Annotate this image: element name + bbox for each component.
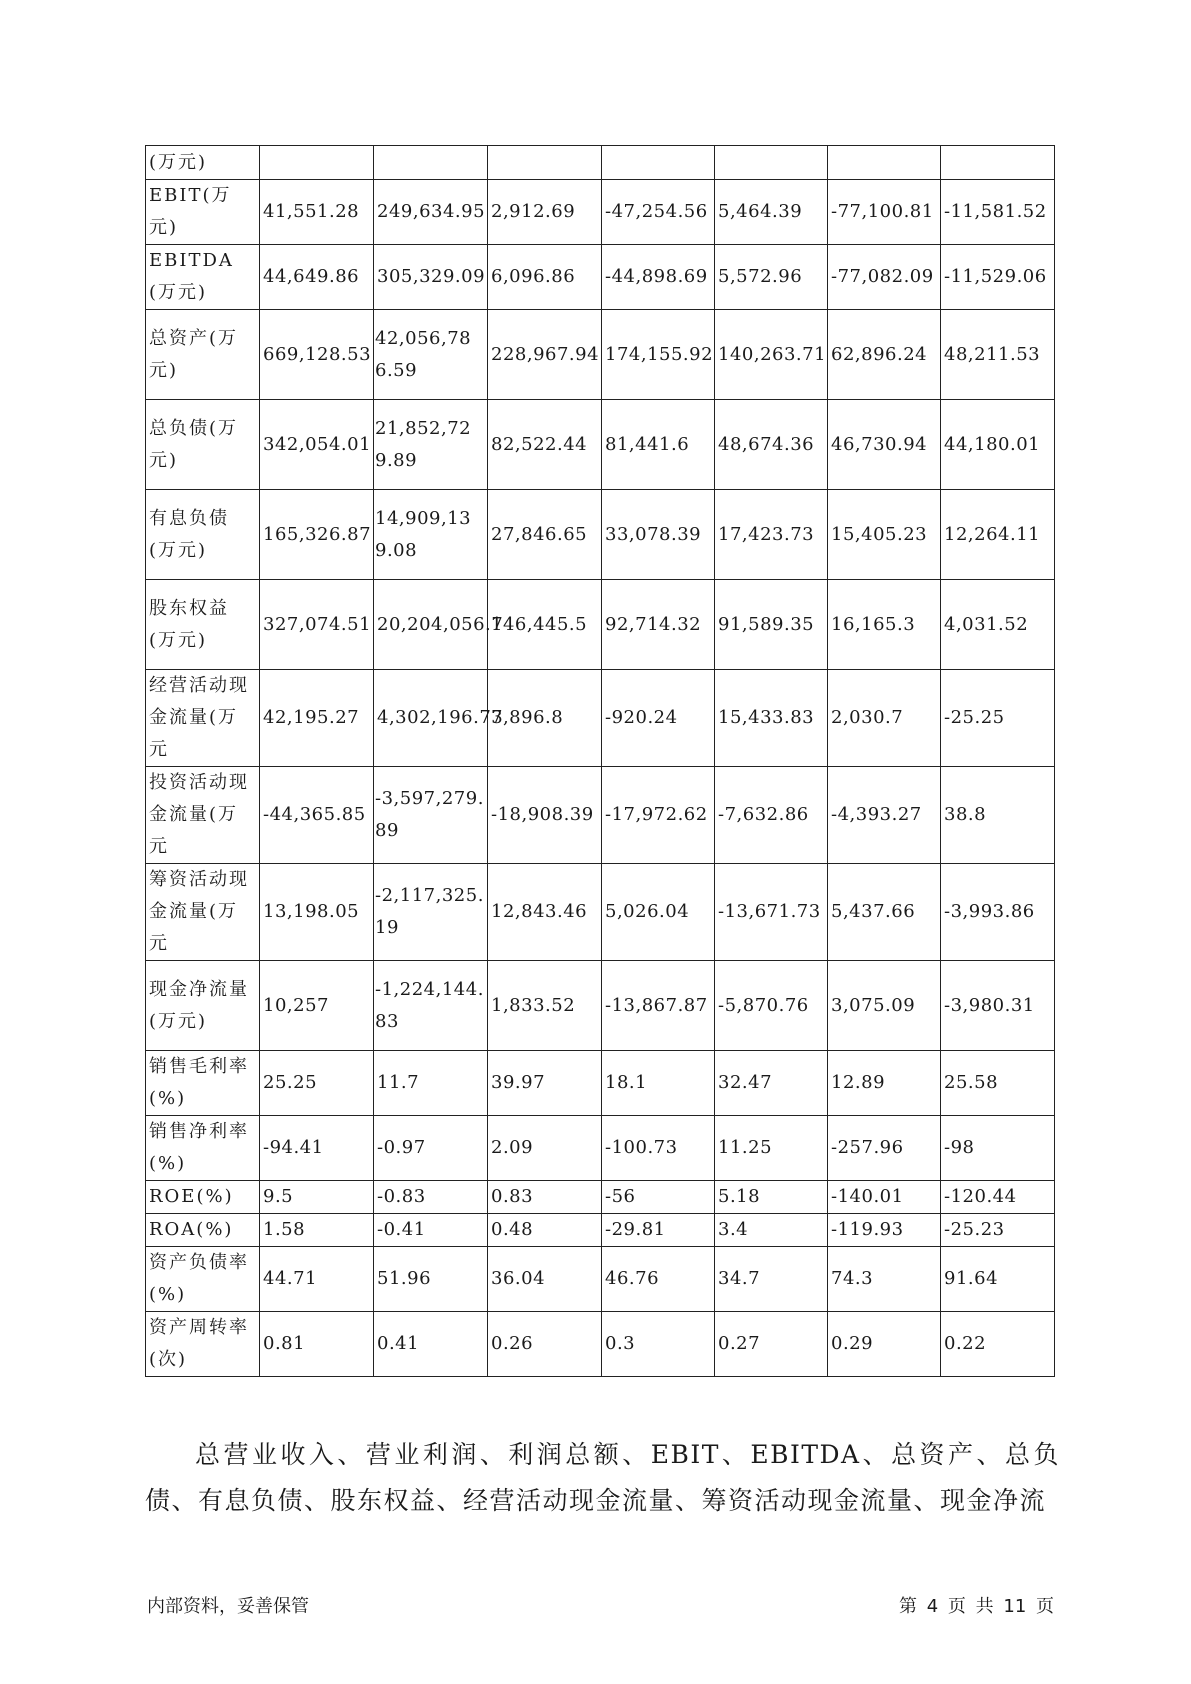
table-cell: 20,204,056.7: [374, 580, 488, 670]
table-cell: -17,972.62: [602, 767, 715, 864]
table-cell: 228,967.94: [488, 310, 602, 400]
table-cell: -56: [602, 1181, 715, 1214]
row-label: 经营活动现金流量(万元: [146, 670, 260, 767]
table-cell: 0.41: [374, 1312, 488, 1377]
table-cell: [715, 146, 828, 180]
table-cell: 25.25: [260, 1051, 374, 1116]
table-cell: -0.97: [374, 1116, 488, 1181]
table-cell: 27,846.65: [488, 490, 602, 580]
table-cell: 3,075.09: [828, 961, 941, 1051]
table-cell: 62,896.24: [828, 310, 941, 400]
table-cell: 21,852,729.89: [374, 400, 488, 490]
table-cell: [374, 146, 488, 180]
table-cell: -3,597,279.89: [374, 767, 488, 864]
table-cell: 140,263.71: [715, 310, 828, 400]
table-cell: -7,632.86: [715, 767, 828, 864]
row-label: ROA(%): [146, 1214, 260, 1247]
table-cell: -44,365.85: [260, 767, 374, 864]
table-cell: 5,572.96: [715, 245, 828, 310]
table-row: [146, 580, 1055, 670]
table-row: [146, 146, 1055, 180]
table-row: [146, 1214, 1055, 1247]
row-label: ROE(%): [146, 1181, 260, 1214]
row-label: 销售净利率(%): [146, 1116, 260, 1181]
table-cell: 39.97: [488, 1051, 602, 1116]
table-row: [146, 490, 1055, 580]
table-cell: -25.25: [941, 670, 1055, 767]
table-cell: 16,165.3: [828, 580, 941, 670]
table-cell: 14,909,139.08: [374, 490, 488, 580]
table-cell: 9.5: [260, 1181, 374, 1214]
row-label: 有息负债(万元): [146, 490, 260, 580]
table-cell: 74.3: [828, 1247, 941, 1312]
table-cell: 2,912.69: [488, 180, 602, 245]
table-cell: 12,264.11: [941, 490, 1055, 580]
table-cell: [260, 146, 374, 180]
table-cell: [602, 146, 715, 180]
table-cell: 146,445.5: [488, 580, 602, 670]
table-cell: 305,329.09: [374, 245, 488, 310]
table-cell: -94.41: [260, 1116, 374, 1181]
table-row: [146, 767, 1055, 864]
table-cell: 3.4: [715, 1214, 828, 1247]
table-cell: [828, 146, 941, 180]
table-cell: 165,326.87: [260, 490, 374, 580]
table-row: [146, 310, 1055, 400]
table-row: [146, 400, 1055, 490]
table-row: [146, 1051, 1055, 1116]
table-row: [146, 864, 1055, 961]
table-row: [146, 245, 1055, 310]
table-row: [146, 1181, 1055, 1214]
table-cell: 0.81: [260, 1312, 374, 1377]
row-label: 销售毛利率(%): [146, 1051, 260, 1116]
table-cell: -100.73: [602, 1116, 715, 1181]
row-label: 总负债(万元): [146, 400, 260, 490]
table-cell: -119.93: [828, 1214, 941, 1247]
table-cell: 46,730.94: [828, 400, 941, 490]
table-row: [146, 961, 1055, 1051]
row-label: EBIT(万元): [146, 180, 260, 245]
row-label: (万元): [146, 146, 260, 180]
row-label: 筹资活动现金流量(万元: [146, 864, 260, 961]
table-cell: -2,117,325.19: [374, 864, 488, 961]
table-cell: 92,714.32: [602, 580, 715, 670]
table-cell: -11,529.06: [941, 245, 1055, 310]
table-row: [146, 1116, 1055, 1181]
table-cell: 0.26: [488, 1312, 602, 1377]
table-cell: 5,026.04: [602, 864, 715, 961]
table-cell: 13,198.05: [260, 864, 374, 961]
table-cell: 5,464.39: [715, 180, 828, 245]
table-cell: 342,054.01: [260, 400, 374, 490]
table-cell: 5.18: [715, 1181, 828, 1214]
body-paragraph: 总营业收入、营业利润、利润总额、EBIT、EBITDA、总资产、总负债、有息负债、股东权益、经营活动现金流量、筹资活动现金流量、现金净流: [145, 1440, 1060, 1515]
table-cell: -4,393.27: [828, 767, 941, 864]
table-cell: 2,030.7: [828, 670, 941, 767]
footer-confidential-note: 内部资料，妥善保管: [147, 1596, 309, 1617]
table-cell: 18.1: [602, 1051, 715, 1116]
table-cell: -13,867.87: [602, 961, 715, 1051]
table-cell: 0.83: [488, 1181, 602, 1214]
financial-indicators-table: [145, 145, 1055, 1377]
table-cell: 33,078.39: [602, 490, 715, 580]
table-cell: 82,522.44: [488, 400, 602, 490]
table-cell: -77,100.81: [828, 180, 941, 245]
table-cell: -140.01: [828, 1181, 941, 1214]
row-label: 资产负债率(%): [146, 1247, 260, 1312]
table-cell: 17,423.73: [715, 490, 828, 580]
table-cell: -47,254.56: [602, 180, 715, 245]
table-row: [146, 180, 1055, 245]
table-row: [146, 670, 1055, 767]
table-cell: 44,180.01: [941, 400, 1055, 490]
table-cell: 11.7: [374, 1051, 488, 1116]
table-cell: -77,082.09: [828, 245, 941, 310]
table-cell: 12.89: [828, 1051, 941, 1116]
table-cell: -3,980.31: [941, 961, 1055, 1051]
row-label: EBITDA(万元): [146, 245, 260, 310]
table-cell: 42,195.27: [260, 670, 374, 767]
table-cell: 51.96: [374, 1247, 488, 1312]
table-cell: 0.27: [715, 1312, 828, 1377]
table-cell: 669,128.53: [260, 310, 374, 400]
table-cell: 48,674.36: [715, 400, 828, 490]
table-cell: 32.47: [715, 1051, 828, 1116]
row-label: 投资活动现金流量(万元: [146, 767, 260, 864]
table-cell: -11,581.52: [941, 180, 1055, 245]
table-cell: 12,843.46: [488, 864, 602, 961]
table-cell: 0.22: [941, 1312, 1055, 1377]
table-cell: 0.29: [828, 1312, 941, 1377]
table-cell: 327,074.51: [260, 580, 374, 670]
table-cell: 38.8: [941, 767, 1055, 864]
table-cell: 6,096.86: [488, 245, 602, 310]
table-cell: [488, 146, 602, 180]
table-cell: -920.24: [602, 670, 715, 767]
table-cell: 2.09: [488, 1116, 602, 1181]
table-cell: 34.7: [715, 1247, 828, 1312]
table-cell: 4,031.52: [941, 580, 1055, 670]
table-cell: 44.71: [260, 1247, 374, 1312]
table-cell: 48,211.53: [941, 310, 1055, 400]
table-cell: 1,833.52: [488, 961, 602, 1051]
table-cell: 7,896.8: [488, 670, 602, 767]
table-cell: -13,671.73: [715, 864, 828, 961]
table-cell: -120.44: [941, 1181, 1055, 1214]
table-cell: 42,056,786.59: [374, 310, 488, 400]
table-cell: 0.3: [602, 1312, 715, 1377]
table-cell: -98: [941, 1116, 1055, 1181]
table-cell: 1.58: [260, 1214, 374, 1247]
row-label: 现金净流量(万元): [146, 961, 260, 1051]
table-cell: 11.25: [715, 1116, 828, 1181]
table-cell: 81,441.6: [602, 400, 715, 490]
table-cell: 10,257: [260, 961, 374, 1051]
table-cell: -18,908.39: [488, 767, 602, 864]
table-cell: -25.23: [941, 1214, 1055, 1247]
table-cell: 36.04: [488, 1247, 602, 1312]
table-cell: -44,898.69: [602, 245, 715, 310]
table-row: [146, 1312, 1055, 1377]
table-cell: 249,634.95: [374, 180, 488, 245]
table-cell: -5,870.76: [715, 961, 828, 1051]
table-cell: 25.58: [941, 1051, 1055, 1116]
table-cell: 91.64: [941, 1247, 1055, 1312]
table-cell: -0.83: [374, 1181, 488, 1214]
table-cell: -3,993.86: [941, 864, 1055, 961]
table-cell: -1,224,144.83: [374, 961, 488, 1051]
table-cell: 174,155.92: [602, 310, 715, 400]
table-cell: 41,551.28: [260, 180, 374, 245]
footer-page-number: 第 4 页 共 11 页: [899, 1596, 1054, 1617]
table-cell: 5,437.66: [828, 864, 941, 961]
table-cell: -257.96: [828, 1116, 941, 1181]
table-cell: 15,405.23: [828, 490, 941, 580]
table-cell: 46.76: [602, 1247, 715, 1312]
table-body: [146, 146, 1055, 1377]
table-cell: -0.41: [374, 1214, 488, 1247]
row-label: 资产周转率(次): [146, 1312, 260, 1377]
table-cell: 0.48: [488, 1214, 602, 1247]
table-cell: 91,589.35: [715, 580, 828, 670]
table-cell: 44,649.86: [260, 245, 374, 310]
row-label: 总资产(万元): [146, 310, 260, 400]
row-label: 股东权益(万元): [146, 580, 260, 670]
table-cell: -29.81: [602, 1214, 715, 1247]
table-row: [146, 1247, 1055, 1312]
table-cell: 4,302,196.73: [374, 670, 488, 767]
table-cell: [941, 146, 1055, 180]
table-cell: 15,433.83: [715, 670, 828, 767]
